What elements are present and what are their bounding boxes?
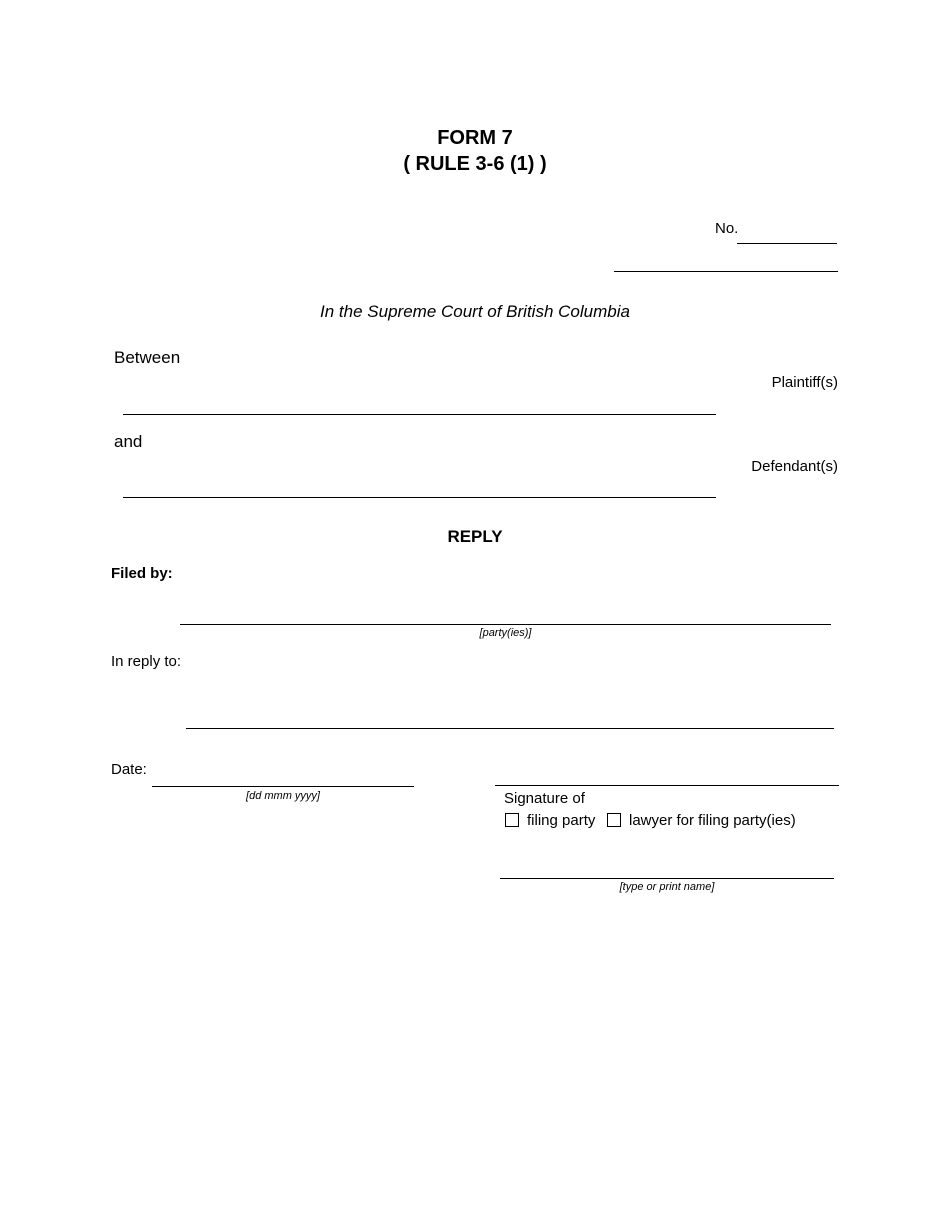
and-label: and [114,432,143,451]
court-name: In the Supreme Court of British Columbia [320,302,630,321]
lawyer-checkbox[interactable] [607,813,621,827]
date-field[interactable] [152,786,414,787]
signature-label: Signature of [504,790,585,807]
between-label: Between [114,348,181,367]
printed-name-field[interactable] [500,878,834,879]
in-reply-to-label: In reply to: [111,653,182,670]
signature-field[interactable] [495,785,839,786]
form-title: FORM 7 [437,127,513,149]
in-reply-to-field[interactable] [186,728,834,729]
printed-name-hint: [type or print name] [619,881,715,893]
plaintiff-name-field[interactable] [123,414,716,415]
party-hint: [party(ies)] [479,627,532,639]
registry-number-label: No. [715,220,739,237]
registry-number-field[interactable] [737,243,837,244]
lawyer-option-label: lawyer for filing party(ies) [629,812,796,829]
plaintiff-label: Plaintiff(s) [771,374,838,391]
registry-location-field[interactable] [614,271,838,272]
date-hint: [dd mmm yyyy] [246,790,320,802]
defendant-name-field[interactable] [123,497,716,498]
filing-party-option-label: filing party [527,812,596,829]
filed-by-field[interactable] [180,624,831,625]
document-title: REPLY [447,527,503,546]
rule-reference: ( RULE 3-6 (1) ) [403,153,547,175]
filing-party-checkbox[interactable] [505,813,519,827]
date-label: Date: [111,761,147,778]
defendant-label: Defendant(s) [751,458,838,475]
filed-by-label: Filed by: [111,565,173,582]
